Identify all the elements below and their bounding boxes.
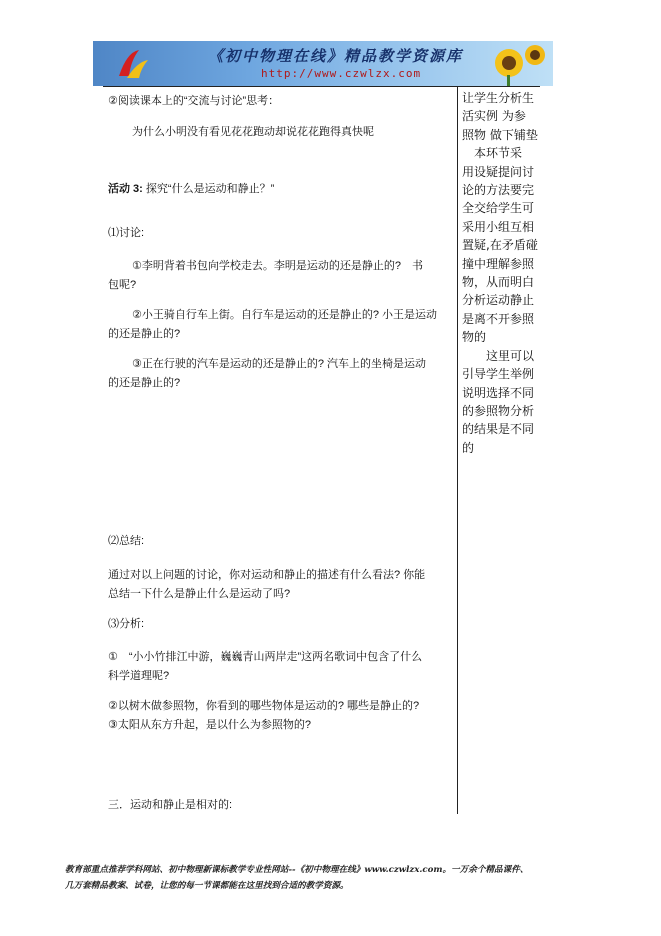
note-line: 引导学生举例	[462, 367, 535, 382]
analysis-label: ⑶分析:	[108, 618, 145, 630]
question-2-line-2: 的还是静止的?	[108, 328, 181, 340]
analysis-3: ③太阳从东方升起，是以什么为参照物的?	[108, 719, 311, 731]
header-banner	[93, 41, 553, 86]
note-line: 是离不开参照	[462, 311, 535, 326]
site-logo-icon	[117, 48, 149, 80]
note-line: 全交给学生可	[462, 201, 535, 216]
note-line: 说明选择不同	[462, 385, 535, 400]
analysis-1-line-2: 科学道理呢?	[108, 670, 170, 682]
activity-heading	[108, 180, 274, 199]
activity-label: 活动 3:	[108, 183, 143, 195]
analysis-1-line-1: ① “小小竹排江中游，巍巍青山两岸走”这两名歌词中包含了什么	[108, 651, 423, 663]
note-line: 物的	[462, 330, 487, 345]
column-divider	[457, 86, 458, 814]
note-line: 置疑,在矛盾碰	[462, 238, 538, 253]
summary-line-1: 通过对以上问题的讨论，你对运动和静止的描述有什么看法? 你能	[108, 569, 426, 581]
note-line: 这里可以	[462, 348, 535, 363]
table-top-border	[103, 86, 540, 87]
footer-line-2: 几万套精品教案、试卷，让您的每一节课都能在这里找到合适的教学资源。	[65, 881, 349, 891]
note-line: 用设疑提问讨	[462, 164, 535, 179]
reading-question: 为什么小明没有看见花花跑动却说花花跑得真快呢	[132, 126, 374, 138]
discuss-label: ⑴讨论:	[108, 227, 145, 239]
note-line: 本环节采	[462, 146, 523, 161]
section-3-heading: 三．运动和静止是相对的:	[108, 799, 233, 811]
analysis-2: ②以树木做参照物，你看到的哪些物体是运动的? 哪些是静止的?	[108, 700, 420, 712]
note-line: 论的方法要完	[462, 183, 535, 198]
note-line: 活实例 为参	[462, 109, 526, 124]
note-line: 采用小组互相	[462, 219, 535, 234]
teaching-notes-column	[462, 89, 546, 457]
question-3-line-2: 的还是静止的?	[108, 377, 181, 389]
page-footer	[65, 862, 605, 894]
reading-prompt: ②阅读课本上的“交流与讨论”思考：	[108, 95, 280, 107]
note-line: 让学生分析生	[462, 91, 535, 105]
summary-label: ⑵总结:	[108, 535, 145, 547]
question-2-line-1: ②小王骑自行车上街。自行车是运动的还是静止的? 小王是运动	[132, 309, 438, 321]
sunflower-icon	[487, 41, 547, 86]
note-line: 的结果是不同	[462, 422, 535, 437]
summary-line-2: 总结一下什么是静止什么是运动了吗?	[108, 588, 291, 600]
question-1-line-1: ①李明背着书包向学校走去。李明是运动的还是静止的? 书	[132, 260, 423, 272]
note-line: 照物 做下铺垫	[462, 127, 538, 142]
note-line: 物，从而明白	[462, 275, 535, 290]
note-line: 的	[462, 440, 475, 455]
note-line: 撞中理解参照	[462, 256, 535, 271]
question-1-line-2: 包呢?	[108, 279, 137, 291]
note-line: 分析运动静止	[462, 293, 535, 308]
banner-title: 《初中物理在线》精品教学资源库	[208, 47, 464, 65]
question-3-line-1: ③正在行驶的汽车是运动的还是静止的? 汽车上的坐椅是运动	[132, 358, 427, 370]
note-line: 的参照物分析	[462, 403, 535, 418]
footer-line-1: 教育部重点推荐学科网站、初中物理新课标教学专业性网站--《初中物理在线》www.czwlzx.com。一万余个精品课件、	[65, 865, 529, 875]
banner-url[interactable]: http://www.czwlzx.com	[261, 67, 422, 80]
activity-text: 探究“什么是运动和静止？”	[145, 183, 275, 195]
